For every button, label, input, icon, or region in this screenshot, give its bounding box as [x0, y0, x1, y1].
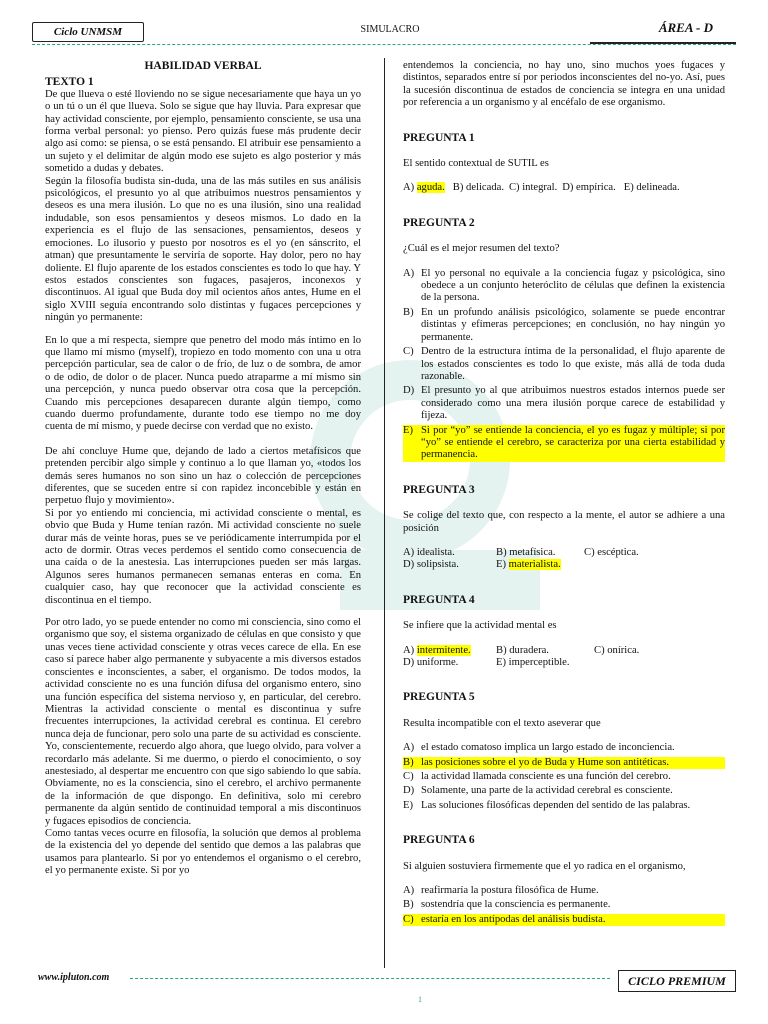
paragraph-3: De ahí concluye Hume que, dejando de lado a ciertos metafísicos que pretenden percibir algo simple y continuo a lo que llaman yo, «todos los demás seres humanos no son sino un haz o colección de percepciones diferentes, que se suceden entre sí con rapidez inconcebible y están en perpetuo flujo y movimiento».: [45, 445, 361, 507]
q1-answer-highlight: aguda.: [416, 182, 445, 194]
q4-answer-highlight: intermitente.: [416, 644, 471, 656]
q3-option-b[interactable]: B) metafísica.: [496, 546, 556, 558]
q4-option-c[interactable]: C) onírica.: [594, 644, 640, 656]
question-1-options: [403, 182, 725, 194]
question-6-title: PREGUNTA 6: [403, 834, 475, 847]
question-2-options: [403, 268, 725, 462]
q4-option-b[interactable]: B) duradera.: [496, 644, 549, 656]
header-badge: Ciclo UNMSM: [32, 22, 144, 42]
right-column: [403, 60, 725, 928]
header-divider-right: [590, 42, 736, 44]
question-3-stem: Se colige del texto que, con respecto a la mente, el autor se adhiere a una posición: [403, 510, 725, 534]
q3-answer-highlight: materialista.: [508, 559, 561, 571]
text-title: TEXTO 1: [45, 76, 94, 89]
q2-option-a[interactable]: A) El yo personal no equivale a la conciencia fugaz y psicológica, sino obedece a un conjunto heteróclito de células que definen la existencia de la persona.: [403, 267, 725, 304]
question-5-options: [403, 742, 725, 812]
question-2-stem: ¿Cuál es el mejor resumen del texto?: [403, 243, 560, 255]
q3-option-a[interactable]: A) idealista.: [403, 546, 455, 558]
header-title: SIMULACRO: [360, 24, 420, 35]
footer-url[interactable]: www.ipluton.com: [38, 972, 110, 983]
q3-option-e[interactable]: E) materialista.: [496, 559, 561, 571]
hume-quote: En lo que a mí respecta, siempre que penetro del modo más íntimo en lo que llamo mí mismo (myself), tropiezo en todo momento con una u otra percepción particular, sea de calor o de frío, de luz o de sombra, de amor o de odio, de dolor o de placer. Nunca puedo atraparme a mí mismo sin una percepción, y nunca puedo observar otra cosa que la percepción. Cuando mis percepciones desaparecen durante algún tiempo, como cuando duermo profundamente, durante todo ese tiempo no me doy cuenta de mí mismo, y puede decirse con verdad que no existo.: [45, 334, 361, 433]
question-4-stem: Se infiere que la actividad mental es: [403, 620, 557, 632]
q5-option-d[interactable]: D) Solamente, una parte de la actividad cerebral es consciente.: [403, 785, 673, 797]
paragraph-2: Según la filosofía budista sin-duda, una de las más sutiles en sus análisis psicológicos, el presunto yo al que atribuimos nuestros pensamientos y deseos es una mera ilusión. Lo que no es una ilusión, sino una realidad indudable, son esos pensamientos y deseos mismos. Lo dado en la experiencia es el flujo de las sensaciones, pensamientos, deseos y emociones. Lo ilusorio y puesto por nosotros es el yo (en sánscrito, el atman) que presuntamente le serviría de soporte. Hay dolor, pero no hay doliente. El flujo aparente de los estados conscientes es todo lo que hay. Y estos estados conscientes son fugaces, pasajeros, inconexos y discontinuos. Al igual que Buda doy mil ocientos años antes, Hume en el siglo XVIII seguía encontrando solo distintas y fugaces percepciones y ningún yo permanente:: [45, 175, 361, 324]
page-number: 1: [418, 995, 422, 1004]
paragraph-6: Como tantas veces ocurre en filosofía, la solución que demos al problema de la existencia del yo depende del sentido que demos a las palabras que usamos para plantearlo. Si por yo entendemos el organismo o el cerebro, el yo permanente existe. Si por yo: [45, 827, 361, 877]
q1-option-c[interactable]: C) integral.: [508, 182, 558, 194]
question-4-options-row2: [403, 657, 725, 669]
header-area: ÁREA - D: [658, 20, 713, 35]
q3-option-d[interactable]: D) solipsista.: [403, 559, 459, 571]
q2-option-d[interactable]: D) El presunto yo al que atribuimos nuestros estados internos puede ser considerado como una mera ilusión porque carece de estabilidad y fijeza.: [403, 385, 725, 422]
q4-option-e[interactable]: E) imperceptible.: [496, 657, 570, 668]
left-column: [45, 60, 361, 878]
q4-option-a[interactable]: A) intermitente.: [403, 644, 471, 656]
question-1-stem: El sentido contextual de SUTIL es: [403, 158, 549, 170]
header-divider: [32, 44, 736, 45]
column-divider: [384, 58, 385, 968]
question-6-stem: Si alguien sostuviera firmemente que el yo radica en el organismo,: [403, 860, 686, 872]
question-5-stem: Resulta incompatible con el texto aseverar que: [403, 717, 601, 729]
footer-badge: CICLO PREMIUM: [618, 970, 736, 992]
q1-option-b[interactable]: B) delicada.: [452, 182, 504, 194]
q5-option-c[interactable]: C) la actividad llamada consciente es una función del cerebro.: [403, 771, 671, 783]
q5-option-b[interactable]: B) las posiciones sobre el yo de Buda y Hume son antitéticas.: [403, 757, 725, 769]
paragraph-continuation: entendemos la conciencia, no hay uno, sino muchos yoes fugaces y distintos, separados entre sí por periodos inconscientes del no-yo. Así, pues la sucesión discontinua de estados de conciencia se integra en una unidad por referencia a un organismo y al encéfalo de ese organismo.: [403, 60, 725, 109]
footer-divider: [130, 978, 610, 979]
question-4-options-row1: [403, 645, 725, 657]
paragraph-5: Por otro lado, yo se puede entender no como mi consciencia, sino como el organismo que soy, el sistema organizado de células en que consisto y que unas veces tiene actividad consciente y otras veces carece de ella. En ese caso sí parece haber algo permanente y subyacente a mis diversos estados conscientes e inconscientes, a saber, el organismo. De todos modos, la actividad consciente no es una función difusa del organismo entero, sino una función específica del sistema nervioso y, en particular, del cerebro. Mientras la actividad consciente o mental es discontinua y sufre frecuentes interrupciones, la actividad cerebral es continua. El cerebro nunca deja de funcionar, pero solo una parte de su actividad es consciente. Yo, conscientemente, recuerdo algo ahora, que luego olvido, para volver a recordarlo más adelante. Si me duermo, o pierdo el conocimiento, o soy anestesiado, al despertar me encuentro con que sigo sabiendo lo que sabía. Obviamente, no es la consciencia, sino el cerebro, el archivo permanente de la información de que dispongo. En definitiva, solo mi cerebro permanente da algún sentido de continuidad temporal a mis discontinuos y fugaces episodios de conciencia.: [45, 617, 361, 827]
q1-option-e[interactable]: E) delineada.: [623, 182, 680, 194]
q2-option-b[interactable]: B) En un profundo análisis psicológico, solamente se puede encontrar distintas y efímeras percepciones; en conclusión, no hay ningún yo permanente.: [403, 306, 725, 343]
q2-option-c[interactable]: C) Dentro de la estructura íntima de la personalidad, el flujo aparente de los estados conscientes es todo lo que existe, más allá de toda duda razonable.: [403, 346, 725, 382]
q6-option-a[interactable]: A) reafirmaría la postura filosófica de Hume.: [403, 885, 599, 897]
q4-option-d[interactable]: D) uniforme.: [403, 657, 459, 668]
q3-option-c[interactable]: C) escéptica.: [584, 546, 639, 558]
q6-option-b[interactable]: B) sostendría que la consciencia es permanente.: [403, 899, 611, 911]
question-5-title: PREGUNTA 5: [403, 691, 475, 704]
question-3-title: PREGUNTA 3: [403, 483, 475, 496]
paragraph-4: Si por yo entiendo mi conciencia, mi actividad consciente o mental, es obvio que Buda y Hume tenían razón. Mi actividad consciente no suele durar más de veinte horas, pues se ve periódicamente interrumpida por el acto de dormir. Otras veces perdemos el sentido como consecuencia de una caída o de la anestesia. Las interrupciones pueden ser más largas. Algunos seres humanos permanecen semanas enteras en coma. En cualquier caso, hay que reconocer que la actividad consciente es discontinua en el tiempo.: [45, 507, 361, 606]
q6-option-c[interactable]: C) estaría en los antípodas del análisis budista.: [403, 914, 725, 926]
q5-option-e[interactable]: E) Las soluciones filosóficas dependen del sentido de las palabras.: [403, 799, 691, 811]
question-2-title: PREGUNTA 2: [403, 216, 475, 229]
section-title: HABILIDAD VERBAL: [144, 60, 262, 72]
paragraph-1: De que llueva o esté lloviendo no se sigue necesariamente que haya un yo o un tú o un él que llueva. Solo se sigue que hay lluvia. Para expresar que hay actividad consciente, por ejemplo, pensamiento consciente, se usa una forma verbal personal: yo pienso. Pero quizás fuese más prudente decir algo así como: se piensa, o se está pensando. El atribuir ese pensamiento a un sujeto y el delimitar de algún modo ese sujeto es algo posterior y más sometido a dudas y debates.: [45, 88, 361, 175]
question-6-options: [403, 885, 725, 926]
q1-option-a[interactable]: A) aguda.: [403, 182, 445, 194]
question-1-title: PREGUNTA 1: [403, 131, 475, 144]
q2-option-e[interactable]: E) Si por “yo” se entiende la conciencia, el yo es fugaz y múltiple; si por “yo” se entiende el cerebro, se caracteriza por una cierta estabilidad y permanencia.: [403, 424, 725, 461]
question-4-title: PREGUNTA 4: [403, 593, 475, 606]
q1-option-d[interactable]: D) empírica.: [562, 182, 616, 194]
q5-option-a[interactable]: A) el estado comatoso implica un largo estado de inconciencia.: [403, 742, 675, 754]
question-3-options-row1: [403, 547, 725, 559]
question-3-options-row2: [403, 559, 725, 571]
